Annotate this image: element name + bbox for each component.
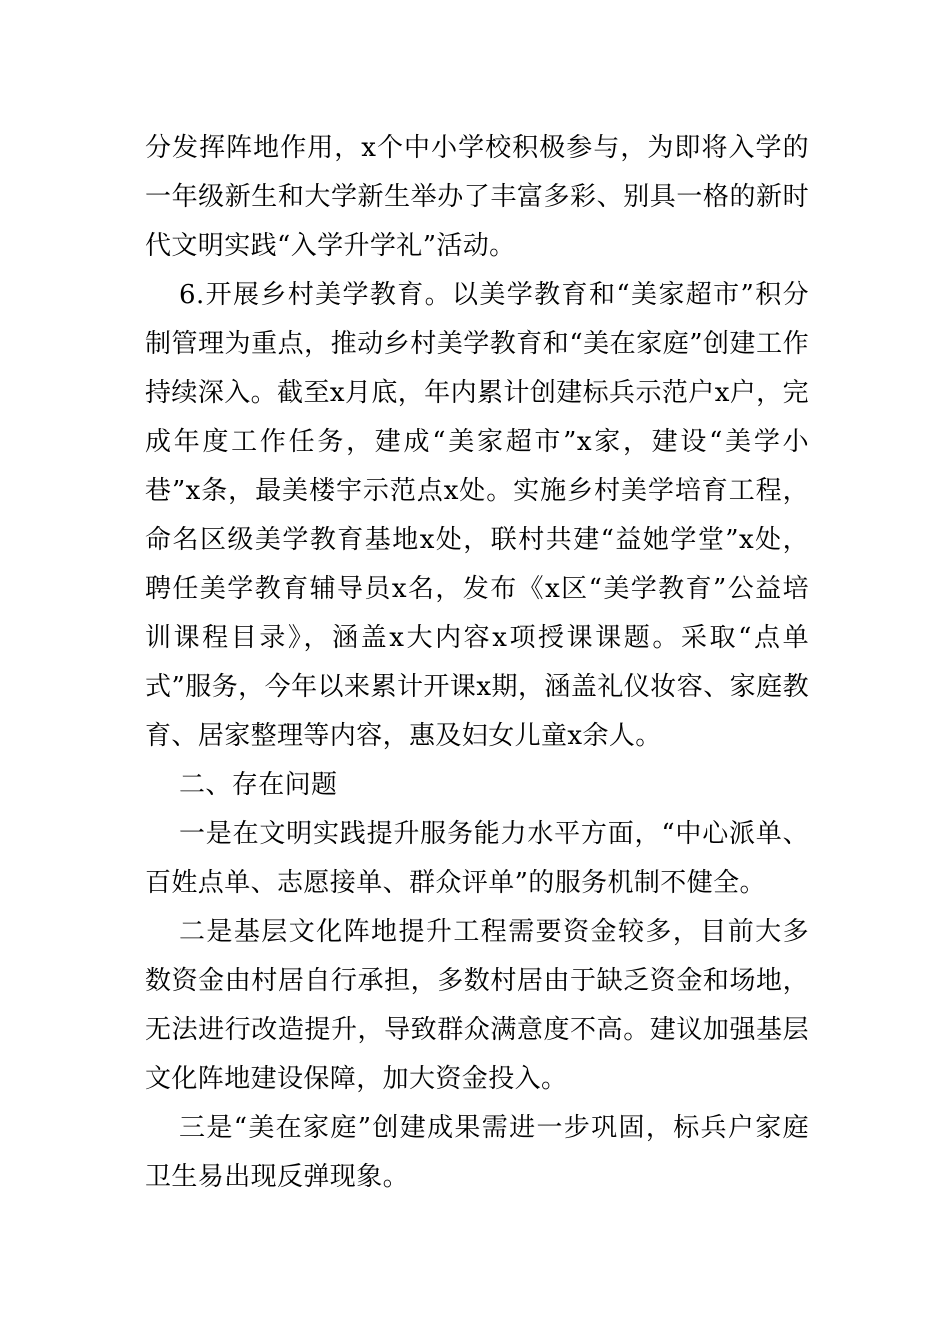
body-paragraph-aesthetic-education: 6.开展乡村美学教育。以美学教育和“美家超市”积分制管理为重点，推动乡村美学教育和“美在家庭”创建工作持续深入。截至x月底，年内累计创建标兵示范户x户，完成年度工作任务，建成“美家超市”x家，建设“美学小巷”x条，最美楼宇示范点x处。实施乡村美学培育工程，命名区级美学教育基地x处，联村共建“益她学堂”x处，聘任美学教育辅导员x名，发布《x区“美学教育”公益培训课程目录》，涵盖x大内容x项授课课题。采取“点单式”服务，今年以来累计开课x期，涵盖礼仪妆容、家庭教育、居家整理等内容，惠及妇女儿童x余人。 [145, 280, 809, 751]
problem-paragraph-3: 三是“美在家庭”创建成果需进一步巩固，标兵户家庭卫生易出现反弹现象。 [145, 1113, 809, 1192]
problem-paragraph-1: 一是在文明实践提升服务能力水平方面，“中心派单、百姓点单、志愿接单、群众评单”的服务机制不健全。 [145, 819, 809, 898]
document-page [145, 124, 809, 1202]
section-heading-problems: 二、存在问题 [179, 770, 338, 800]
body-paragraph-activity: 分发挥阵地作用，x个中小学校积极参与，为即将入学的一年级新生和大学新生举办了丰富多彩、别具一格的新时代文明实践“入学升学礼”活动。 [145, 133, 809, 261]
problem-paragraph-2: 二是基层文化阵地提升工程需要资金较多，目前大多数资金由村居自行承担，多数村居由于缺乏资金和场地，无法进行改造提升，导致群众满意度不高。建议加强基层文化阵地建设保障，加大资金投入。 [145, 917, 809, 1094]
